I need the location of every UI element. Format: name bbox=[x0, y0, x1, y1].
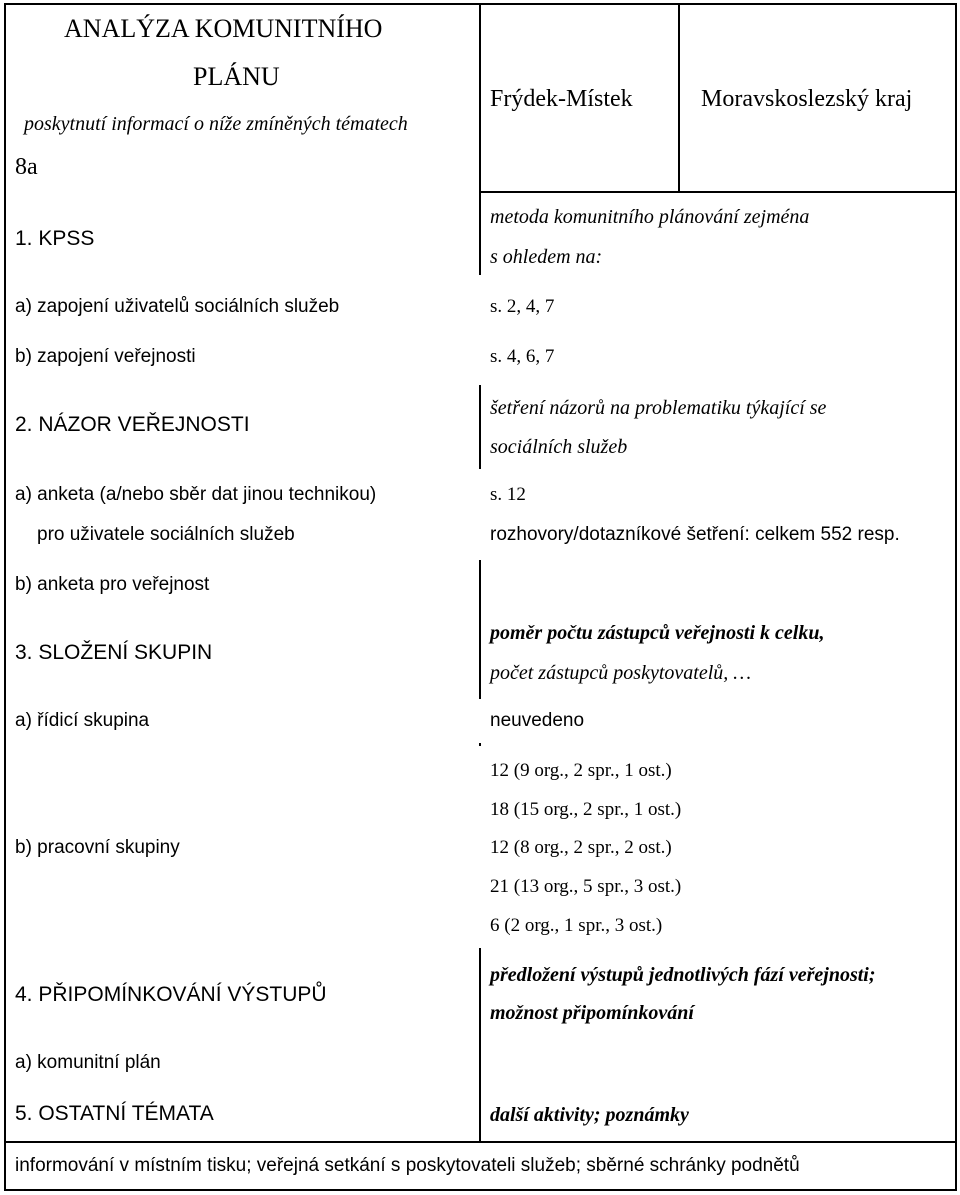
nazor-a-label-line1: a) anketa (a/nebo sběr dat jinou technikou) bbox=[15, 484, 377, 505]
kpss-row-b-label: b) zapojení veřejnosti bbox=[15, 346, 196, 367]
subtitle: poskytnutí informací o níže zmíněných tématech bbox=[24, 113, 408, 135]
ostatni-desc: další aktivity; poznámky bbox=[490, 1104, 689, 1126]
nazor-a-value-line1: s. 12 bbox=[490, 484, 526, 505]
ostatni-heading: 5. OSTATNÍ TÉMATA bbox=[15, 1102, 214, 1125]
slozeni-b-value-3: 12 (8 org., 2 spr., 2 ost.) bbox=[490, 837, 672, 858]
kpss-desc-line1: metoda komunitního plánování zejména bbox=[490, 206, 810, 228]
slozeni-b-value-1: 12 (9 org., 2 spr., 1 ost.) bbox=[490, 760, 672, 781]
nazor-a-value-line2: rozhovory/dotazníkové šetření: celkem 552 resp. bbox=[490, 524, 900, 545]
city-name: Frýdek-Místek bbox=[490, 86, 633, 112]
nazor-a-label-line2: pro uživatele sociálních služeb bbox=[37, 524, 295, 545]
right-col-line-2 bbox=[479, 385, 481, 469]
kpss-desc-line2: s ohledem na: bbox=[490, 246, 603, 268]
pripominkovani-a-label: a) komunitní plán bbox=[15, 1052, 161, 1073]
title-line1: ANALÝZA KOMUNITNÍHO bbox=[64, 14, 383, 43]
slozeni-a-label: a) řídicí skupina bbox=[15, 710, 150, 731]
right-col-line-5 bbox=[479, 743, 481, 746]
table-border-left bbox=[4, 3, 6, 1191]
slozeni-b-value-4: 21 (13 org., 5 spr., 3 ost.) bbox=[490, 876, 682, 897]
right-col-line-1 bbox=[479, 191, 481, 275]
slozeni-heading: 3. SLOŽENÍ SKUPIN bbox=[15, 641, 213, 664]
nazor-desc-line1: šetření názorů na problematiku týkající se bbox=[490, 397, 827, 419]
slozeni-a-value: neuvedeno bbox=[490, 710, 585, 731]
table-border-right bbox=[955, 3, 957, 1191]
slozeni-b-value-5: 6 (2 org., 1 spr., 3 ost.) bbox=[490, 915, 663, 936]
title-line2: PLÁNU bbox=[193, 62, 280, 91]
slozeni-b-value-2: 18 (15 org., 2 spr., 1 ost.) bbox=[490, 799, 682, 820]
note-divider bbox=[4, 1141, 957, 1143]
slozeni-b-label: b) pracovní skupiny bbox=[15, 837, 180, 858]
right-col-line-8 bbox=[479, 1088, 481, 1143]
right-col-line-3 bbox=[479, 560, 481, 602]
header-divider-2 bbox=[678, 3, 680, 192]
table-border-bottom bbox=[4, 1189, 957, 1191]
nazor-desc-line2: sociálních služeb bbox=[490, 436, 628, 458]
region-name: Moravskoslezský kraj bbox=[701, 86, 913, 112]
kpss-heading: 1. KPSS bbox=[15, 227, 95, 250]
pripominkovani-desc-line2: možnost připomínkování bbox=[490, 1002, 694, 1024]
nazor-heading: 2. NÁZOR VEŘEJNOSTI bbox=[15, 413, 250, 436]
header-divider-1 bbox=[479, 3, 481, 192]
header-bottom-line bbox=[479, 191, 957, 193]
kpss-row-a-value: s. 2, 4, 7 bbox=[490, 296, 555, 317]
kpss-row-a-label: a) zapojení uživatelů sociálních služeb bbox=[15, 296, 340, 317]
right-col-line-6 bbox=[479, 948, 481, 1048]
document-number: 8a bbox=[15, 154, 38, 180]
nazor-b-label: b) anketa pro veřejnost bbox=[15, 574, 210, 595]
right-col-line-4 bbox=[479, 602, 481, 699]
ostatni-note: informování v místním tisku; veřejná setkání s poskytovateli služeb; sběrné schránky podnětů bbox=[15, 1155, 800, 1176]
right-col-line-7 bbox=[479, 1040, 481, 1088]
pripominkovani-desc-line1: předložení výstupů jednotlivých fází veřejnosti; bbox=[490, 964, 876, 986]
pripominkovani-heading: 4. PŘIPOMÍNKOVÁNÍ VÝSTUPŮ bbox=[15, 983, 327, 1006]
slozeni-desc-line2: počet zástupců poskytovatelů, … bbox=[490, 662, 752, 684]
slozeni-desc-line1: poměr počtu zástupců veřejnosti k celku, bbox=[490, 622, 825, 644]
kpss-row-b-value: s. 4, 6, 7 bbox=[490, 346, 555, 367]
